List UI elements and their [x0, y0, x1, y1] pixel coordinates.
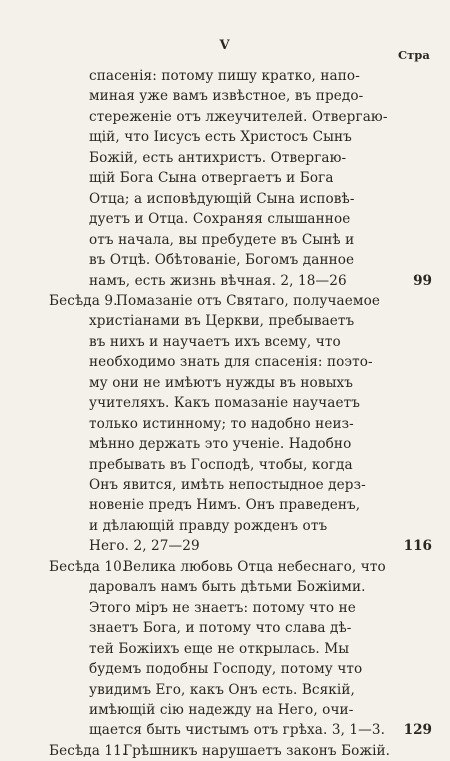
page-number: 116 — [403, 538, 432, 554]
toc-line: Отца; а исповѣдующій Сына исповѣ- — [89, 191, 355, 207]
page-number: 99 — [413, 273, 432, 289]
column-heading: Стра — [398, 48, 430, 62]
toc-line: щается быть чистымъ отъ грѣха. 3, 1—3. — [89, 722, 386, 738]
beseda-label: Бесѣда 9. — [49, 293, 118, 309]
toc-line: учителяхъ. Какъ помазаніе научаетъ — [89, 395, 360, 411]
toc-line: дуетъ и Отца. Сохраняя слышанное — [89, 211, 351, 227]
toc-line: Этого міръ не знаетъ: потому что не — [89, 600, 356, 616]
beseda-label: Бесѣда 10. — [49, 559, 127, 575]
toc-line: спасенія: потому пишу кратко, напо- — [89, 68, 360, 84]
toc-line: христіанами въ Церкви, пребываетъ — [89, 313, 355, 329]
page-roman-numeral: V — [219, 38, 231, 53]
toc-line: въ Отцѣ. Обѣтованіе, Богомъ данное — [89, 252, 355, 268]
toc-line: Онъ явится, имѣть непостыдное дерз- — [89, 477, 366, 493]
beseda-label: Бесѣда 11. — [49, 743, 127, 759]
toc-line: му они не имѣютъ нужды въ новыхъ — [89, 375, 354, 391]
toc-line: знаетъ Бога, и потому что слава дѣ- — [89, 620, 352, 636]
toc-line: Него. 2, 27—29 — [89, 538, 200, 554]
toc-line: отъ начала, вы пребудете въ Сынѣ и — [89, 232, 355, 248]
toc-line: необходимо знать для спасенія: поэто- — [89, 354, 373, 370]
toc-line: даровалъ намъ быть дѣтьми Божіими. — [89, 579, 366, 595]
toc-line: только истинному; то надобно неиз- — [89, 416, 354, 432]
toc-line: новеніе предъ Нимъ. Онъ праведенъ, — [89, 497, 361, 513]
toc-line: Божій, есть антихристъ. Отвергаю- — [89, 150, 347, 166]
toc-line: увидимъ Его, какъ Онъ есть. Всякій, — [89, 682, 355, 698]
page-number: 129 — [403, 722, 432, 738]
toc-line: мѣнно держать это ученіе. Надобно — [89, 436, 352, 452]
toc-line: щій, что Іисусъ есть Христосъ Сынъ — [89, 129, 352, 145]
toc-line: пребывать въ Господѣ, чтобы, когда — [89, 457, 353, 473]
toc-line: намъ, есть жизнь вѣчная. 2, 18—26 — [89, 273, 347, 289]
toc-line: Помазаніе отъ Святаго, получаемое — [116, 293, 381, 309]
toc-line: стереженіе отъ лжеучителей. Отвергаю- — [89, 109, 388, 125]
toc-line: Велика любовь Отца небеснаго, что — [123, 559, 386, 575]
toc-line: и дѣлающій правду рожденъ отъ — [89, 518, 328, 534]
toc-line: будемъ подобны Господу, потому что — [89, 661, 363, 677]
toc-line: щій Бога Сына отвергаетъ и Бога — [89, 170, 334, 186]
toc-line: тей Божіихъ еще не открылась. Мы — [89, 641, 350, 657]
toc-line: Грѣшникъ нарушаетъ законъ Божій. — [123, 743, 391, 759]
toc-line: миная уже вамъ извѣстное, въ предо- — [89, 88, 364, 104]
toc-line: имѣющій сію надежду на Него, очи- — [89, 702, 354, 718]
toc-line: въ нихъ и научаетъ ихъ всему, что — [89, 334, 341, 350]
